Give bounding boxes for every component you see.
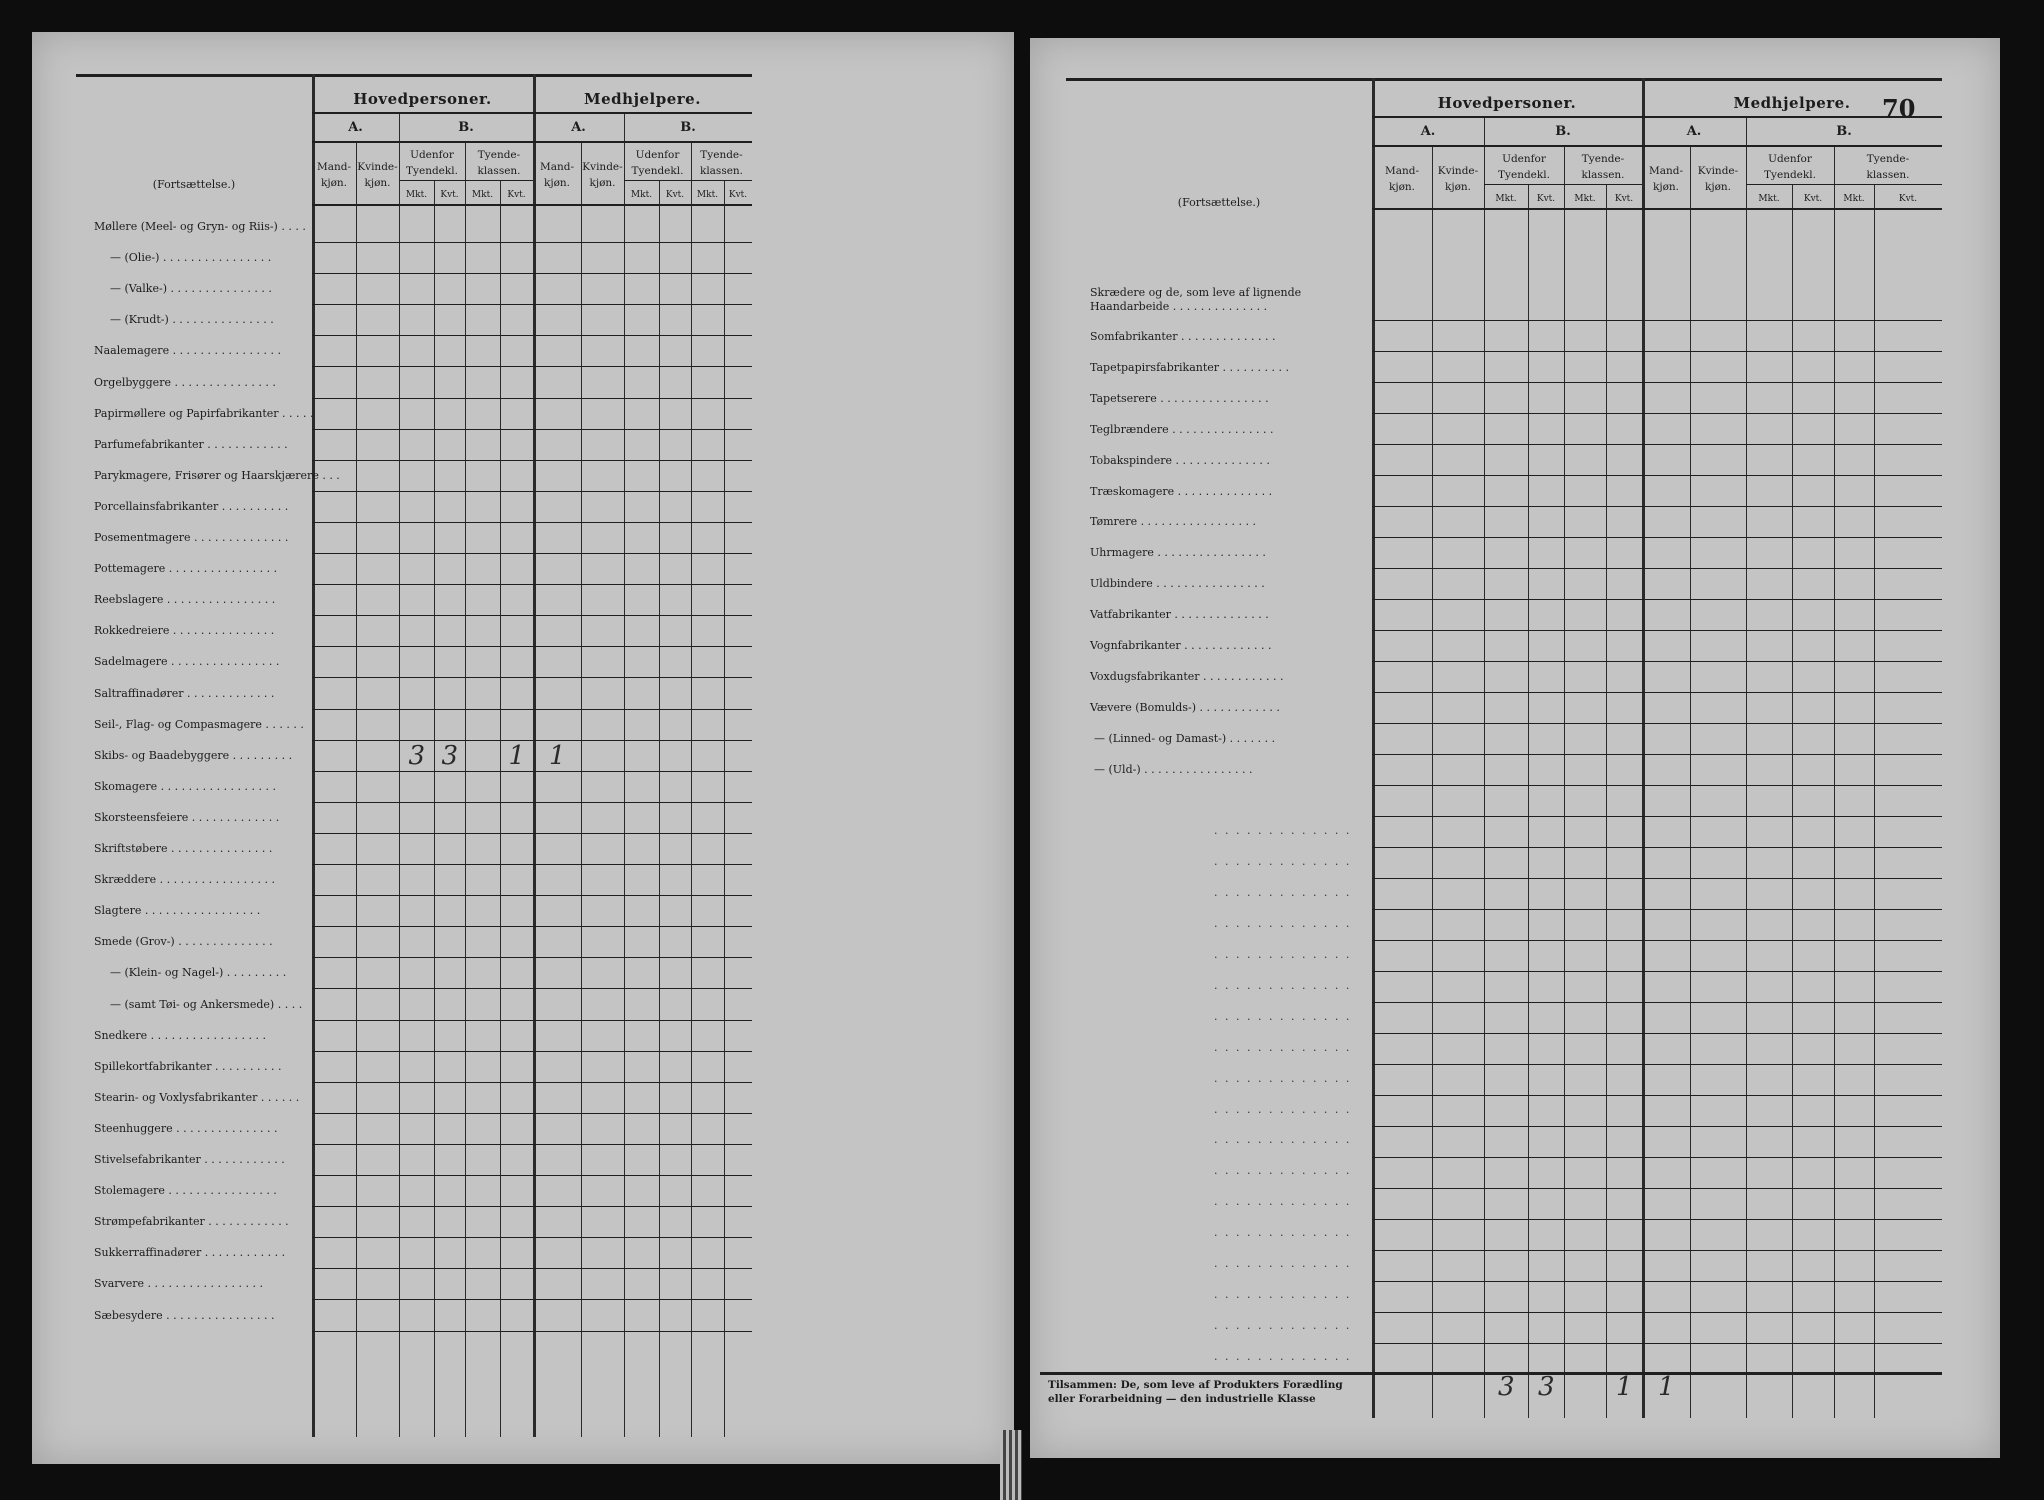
row-label-occupation: Porcellainsfabrikanter . . . . . . . . . . xyxy=(94,499,289,513)
table-row-rule xyxy=(1372,909,1942,910)
header-top-rule xyxy=(76,74,752,77)
blank-row-leader: . . . . . . . . . . . . . xyxy=(1214,1287,1352,1301)
table-row-rule xyxy=(1372,971,1942,972)
col-header-kvt: Kvt. xyxy=(507,190,526,200)
table-row-rule xyxy=(312,957,752,958)
row-label-occupation: Vævere (Bomulds-) . . . . . . . . . . . . xyxy=(1090,700,1280,714)
handwritten-count: 3 xyxy=(408,740,426,771)
col-header-mand: Mand- kjøn. xyxy=(1648,165,1684,193)
table-row-rule xyxy=(312,366,752,367)
table-row-rule xyxy=(1372,413,1942,414)
row-label-occupation: Steenhuggere . . . . . . . . . . . . . . . xyxy=(94,1121,278,1135)
table-row-rule xyxy=(312,740,752,741)
subcolumn-rule xyxy=(1484,184,1642,185)
col-header-mkt: Mkt. xyxy=(1843,194,1865,204)
table-column-line xyxy=(399,112,400,1437)
row-label-occupation: Orgelbyggere . . . . . . . . . . . . . . . xyxy=(94,375,276,389)
row-label-occupation: Tapetserere . . . . . . . . . . . . . . . . xyxy=(1090,391,1269,405)
col-header-kvinde: Kvinde- kjøn. xyxy=(1437,165,1479,193)
sub-header-a: A. xyxy=(348,120,363,135)
table-column-line xyxy=(1874,184,1875,1418)
col-header-mkt: Mkt. xyxy=(1758,194,1780,204)
table-row-rule xyxy=(1372,506,1942,507)
blank-row-leader: . . . . . . . . . . . . . xyxy=(1214,948,1352,961)
header-bottom-rule xyxy=(1372,208,1942,210)
col-header-tyende: Tyende- klassen. xyxy=(1581,153,1625,181)
handwritten-count: 1 xyxy=(508,740,526,771)
table-row-rule xyxy=(1372,1126,1942,1127)
table-row-rule xyxy=(1372,1095,1942,1096)
table-column-line xyxy=(1564,145,1565,1418)
table-row-rule xyxy=(312,646,752,647)
table-row-rule xyxy=(1372,537,1942,538)
table-row-rule xyxy=(312,988,752,989)
col-header-kvinde: Kvinde- kjøn. xyxy=(582,161,623,189)
row-label-occupation: Slagtere . . . . . . . . . . . . . . . . . xyxy=(94,904,261,918)
row-label-occupation: Møllere (Meel- og Gryn- og Riis-) . . . . xyxy=(94,220,306,233)
table-row-rule xyxy=(1372,754,1942,755)
table-row-rule xyxy=(1372,1064,1942,1065)
table-column-line xyxy=(724,180,725,1437)
group-header-medhjelpere: Medhjelpere. xyxy=(1733,94,1851,112)
col-header-kvt: Kvt. xyxy=(440,190,459,200)
col-header-mkt: Mkt. xyxy=(1574,194,1596,204)
row-label-occupation: Uhrmagere . . . . . . . . . . . . . . . . xyxy=(1090,546,1266,560)
handwritten-count: 1 xyxy=(549,740,566,771)
table-row-rule xyxy=(1372,351,1942,352)
row-label-occupation: Skorsteensfeiere . . . . . . . . . . . . . xyxy=(94,810,280,824)
table-column-line xyxy=(1606,184,1607,1418)
table-row-rule xyxy=(312,1144,752,1145)
table-row-rule xyxy=(312,1268,752,1269)
sub-header-a: A. xyxy=(1686,124,1702,139)
table-row-rule xyxy=(312,460,752,461)
row-label-occupation: Skrædere og de, som leve af lignende Haandarbeide . . . . . . . . . . . . . . xyxy=(1090,286,1302,313)
col-header-tyende: Tyende- klassen. xyxy=(477,149,521,177)
row-label-occupation: Parfumefabrikanter . . . . . . . . . . . . xyxy=(94,437,288,451)
table-row-rule xyxy=(312,491,752,492)
table-row-rule xyxy=(312,802,752,803)
blank-row-leader: . . . . . . . . . . . . . xyxy=(1214,1009,1352,1023)
blank-row-leader: . . . . . . . . . . . . . xyxy=(1214,886,1352,900)
row-label-occupation: Pottemagere . . . . . . . . . . . . . . . . xyxy=(94,562,278,576)
col-header-tyende: Tyende- klassen. xyxy=(1866,153,1910,181)
col-header-mkt: Mkt. xyxy=(696,190,719,200)
sub-header-a: A. xyxy=(1420,124,1436,139)
right-page xyxy=(1030,38,2000,1458)
row-label-occupation: Voxdugsfabrikanter . . . . . . . . . . . . xyxy=(1090,669,1284,683)
table-row-rule xyxy=(312,1051,752,1052)
blank-row-leader: . . . . . . . . . . . . . xyxy=(1214,1164,1352,1178)
total-label: Tilsammen: De, som leve af Produkters Forædling eller Forarbeidning — den industrielle Klasse xyxy=(1048,1379,1343,1405)
sub-header-b: B. xyxy=(680,120,696,135)
row-label-occupation: Posementmagere . . . . . . . . . . . . . . xyxy=(94,531,289,544)
blank-row-leader: . . . . . . . . . . . . . xyxy=(1214,917,1352,931)
row-label-occupation: — (samt Tøi- og Ankersmede) . . . . xyxy=(110,997,303,1011)
col-header-kvt: Kvt. xyxy=(1614,194,1634,204)
col-header-mand: Mand- kjøn. xyxy=(1384,165,1420,193)
sub-header-a: A. xyxy=(571,120,586,135)
table-row-rule xyxy=(312,304,752,305)
table-column-line xyxy=(312,74,315,1437)
header-top-rule xyxy=(1066,78,1942,81)
total-count: 1 xyxy=(1658,1372,1675,1402)
table-row-rule xyxy=(312,1237,752,1238)
table-row-rule xyxy=(1372,816,1942,817)
total-count: 3 xyxy=(1498,1372,1515,1402)
row-label-occupation: Snedkere . . . . . . . . . . . . . . . . . xyxy=(94,1028,266,1042)
table-row-rule xyxy=(312,429,752,430)
sub-header-b: B. xyxy=(458,120,474,135)
table-row-rule xyxy=(312,1299,752,1300)
table-column-line xyxy=(434,180,435,1437)
row-label-occupation: Stearin- og Voxlysfabrikanter . . . . . . xyxy=(94,1090,300,1104)
table-row-rule xyxy=(312,895,752,896)
table-column-line xyxy=(1792,184,1793,1418)
table-row-rule xyxy=(1372,1343,1942,1344)
blank-row-leader: . . . . . . . . . . . . . xyxy=(1214,855,1352,869)
col-header-kvt: Kvt. xyxy=(1536,194,1556,204)
table-column-line xyxy=(1834,145,1835,1418)
table-row-rule xyxy=(312,1113,752,1114)
table-column-line xyxy=(533,74,536,1437)
col-header-udenfor: Udenfor Tyendekl. xyxy=(406,149,458,177)
row-label-occupation: Reebslagere . . . . . . . . . . . . . . . . xyxy=(94,593,276,607)
blank-row-leader: . . . . . . . . . . . . . xyxy=(1214,1226,1352,1240)
table-row-rule xyxy=(312,709,752,710)
col-header-kvinde: Kvinde- kjøn. xyxy=(357,161,398,189)
handwritten-count: 3 xyxy=(441,740,459,771)
table-column-line xyxy=(1372,78,1375,1418)
table-column-line xyxy=(1528,184,1529,1418)
blank-row-leader: . . . . . . . . . . . . . xyxy=(1214,1102,1352,1116)
row-label-occupation: — (Olie-) . . . . . . . . . . . . . . . . xyxy=(110,251,272,265)
col-header-mand: Mand- kjøn. xyxy=(539,161,575,189)
table-row-rule xyxy=(1372,723,1942,724)
table-row-rule xyxy=(1372,475,1942,476)
col-header-udenfor: Udenfor Tyendekl. xyxy=(1764,153,1816,181)
row-label-occupation: Smede (Grov-) . . . . . . . . . . . . . . xyxy=(94,935,273,949)
row-label-occupation: Rokkedreiere . . . . . . . . . . . . . . . xyxy=(94,624,275,638)
table-column-line xyxy=(1484,116,1485,1418)
table-row-rule xyxy=(1372,1033,1942,1034)
sub-header-rule xyxy=(1372,145,1942,147)
row-label-occupation: Svarvere . . . . . . . . . . . . . . . . . xyxy=(94,1277,263,1291)
table-row-rule xyxy=(312,1331,752,1332)
row-label-occupation: — (Krudt-) . . . . . . . . . . . . . . . xyxy=(110,313,274,327)
table-column-line xyxy=(624,112,625,1437)
row-label-occupation: Tapetpapirsfabrikanter . . . . . . . . . . xyxy=(1090,360,1289,374)
row-label-occupation: Sukkerraffinadører . . . . . . . . . . . . xyxy=(94,1246,286,1260)
total-count: 3 xyxy=(1538,1372,1555,1402)
table-row-rule xyxy=(1372,1219,1942,1220)
table-row-rule xyxy=(312,398,752,399)
table-row-rule xyxy=(312,1082,752,1083)
table-row-rule xyxy=(1372,661,1942,662)
table-row-rule xyxy=(312,1175,752,1176)
col-header-mand: Mand- kjøn. xyxy=(316,161,352,189)
table-column-line xyxy=(1642,78,1645,1418)
table-column-line xyxy=(1746,116,1747,1418)
row-label-occupation: Teglbrændere . . . . . . . . . . . . . . . xyxy=(1090,422,1274,436)
row-label-occupation: — (Uld-) . . . . . . . . . . . . . . . . xyxy=(1094,762,1253,776)
blank-row-leader: . . . . . . . . . . . . . xyxy=(1214,1071,1352,1085)
table-row-rule xyxy=(312,677,752,678)
row-label-occupation: — (Linned- og Damast-) . . . . . . . xyxy=(1094,731,1276,745)
blank-row-leader: . . . . . . . . . . . . . xyxy=(1214,1349,1352,1363)
table-row-rule xyxy=(312,553,752,554)
col-header-kvinde: Kvinde- kjøn. xyxy=(1697,165,1739,193)
table-row-rule xyxy=(1372,940,1942,941)
col-header-udenfor: Udenfor Tyendekl. xyxy=(1498,153,1550,181)
blank-row-leader: . . . . . . . . . . . . . xyxy=(1214,824,1352,838)
table-row-rule xyxy=(312,864,752,865)
sub-header-b: B. xyxy=(1555,124,1571,139)
row-label-occupation: Somfabrikanter . . . . . . . . . . . . . . xyxy=(1090,330,1276,343)
table-row-rule xyxy=(1372,1281,1942,1282)
table-row-rule xyxy=(1372,599,1942,600)
table-row-rule xyxy=(312,833,752,834)
table-row-rule xyxy=(1372,444,1942,445)
table-row-rule xyxy=(1372,320,1942,321)
header-bottom-rule xyxy=(312,204,752,206)
col-header-kvt: Kvt. xyxy=(1898,194,1918,204)
blank-row-leader: . . . . . . . . . . . . . xyxy=(1214,1133,1352,1147)
table-row-rule xyxy=(1372,1312,1942,1313)
continuation-label: (Fortsættelse.) xyxy=(1177,196,1261,209)
col-header-mkt: Mkt. xyxy=(1495,194,1517,204)
blank-row-leader: . . . . . . . . . . . . . xyxy=(1214,1040,1352,1054)
table-row-rule xyxy=(312,584,752,585)
table-row-rule xyxy=(1372,785,1942,786)
table-row-rule xyxy=(1372,1002,1942,1003)
row-label-occupation: Vognfabrikanter . . . . . . . . . . . . . xyxy=(1090,639,1272,652)
row-label-occupation: Træskomagere . . . . . . . . . . . . . . xyxy=(1090,484,1273,498)
table-row-rule xyxy=(1372,1250,1942,1251)
table-row-rule xyxy=(312,771,752,772)
row-label-occupation: Vatfabrikanter . . . . . . . . . . . . . . xyxy=(1090,608,1269,622)
table-row-rule xyxy=(1372,1157,1942,1158)
page-number: 70 xyxy=(1882,94,1916,123)
book-spine xyxy=(1000,1430,1022,1500)
row-label-occupation: Skriftstøbere . . . . . . . . . . . . . . . xyxy=(94,842,273,855)
left-page xyxy=(32,32,1014,1464)
col-header-mkt: Mkt. xyxy=(471,190,494,200)
table-row-rule xyxy=(1372,568,1942,569)
blank-row-leader: . . . . . . . . . . . . . xyxy=(1214,1195,1352,1209)
blank-row-leader: . . . . . . . . . . . . . xyxy=(1214,1318,1352,1332)
table-row-rule xyxy=(312,926,752,927)
sub-header-rule xyxy=(312,141,752,143)
row-label-occupation: Skomagere . . . . . . . . . . . . . . . . . xyxy=(94,779,277,793)
subcolumn-rule xyxy=(1746,184,1942,185)
group-header-medhjelpere: Medhjelpere. xyxy=(584,90,701,108)
row-label-occupation: Sadelmagere . . . . . . . . . . . . . . . . xyxy=(94,655,280,669)
col-header-tyende: Tyende- klassen. xyxy=(699,149,744,177)
table-column-line xyxy=(659,180,660,1437)
row-label-occupation: Naalemagere . . . . . . . . . . . . . . . . xyxy=(94,344,281,358)
group-header-rule xyxy=(1372,116,1942,118)
col-header-mkt: Mkt. xyxy=(405,190,428,200)
table-row-rule xyxy=(1372,878,1942,879)
row-label-occupation: Skræddere . . . . . . . . . . . . . . . . . xyxy=(94,873,276,887)
subcolumn-rule xyxy=(399,180,533,181)
row-label-occupation: — (Klein- og Nagel-) . . . . . . . . . xyxy=(110,966,287,980)
col-header-kvt: Kvt. xyxy=(1803,194,1823,204)
table-row-rule xyxy=(312,1206,752,1207)
row-label-occupation: Skibs- og Baadebyggere . . . . . . . . . xyxy=(94,748,293,762)
continuation-label: (Fortsættelse.) xyxy=(152,178,236,191)
blank-row-leader: . . . . . . . . . . . . . xyxy=(1214,978,1352,992)
total-row-rule xyxy=(1040,1372,1942,1375)
col-header-udenfor: Udenfor Tyendekl. xyxy=(631,149,684,177)
table-row-rule xyxy=(312,242,752,243)
table-column-line xyxy=(1690,145,1691,1418)
subcolumn-rule xyxy=(624,180,752,181)
table-row-rule xyxy=(1372,847,1942,848)
col-header-kvt: Kvt. xyxy=(665,190,685,200)
blank-row-leader: . . . . . . . . . . . . . xyxy=(1214,1257,1352,1270)
group-header-hovedpersoner: Hovedpersoner. xyxy=(353,90,492,108)
row-label-occupation: Stolemagere . . . . . . . . . . . . . . . . xyxy=(94,1184,277,1198)
row-label-occupation: Tømrere . . . . . . . . . . . . . . . . . xyxy=(1090,515,1256,529)
row-label-occupation: — (Valke-) . . . . . . . . . . . . . . . xyxy=(110,282,272,296)
row-label-occupation: Strømpefabrikanter . . . . . . . . . . . . xyxy=(94,1215,289,1229)
table-column-line xyxy=(1432,145,1433,1418)
col-header-mkt: Mkt. xyxy=(630,190,653,200)
table-row-rule xyxy=(312,615,752,616)
table-row-rule xyxy=(1372,1188,1942,1189)
table-column-line xyxy=(500,180,501,1437)
table-row-rule xyxy=(1372,692,1942,693)
table-row-rule xyxy=(312,1020,752,1021)
row-label-occupation: Uldbindere . . . . . . . . . . . . . . . . xyxy=(1090,577,1265,591)
table-row-rule xyxy=(312,335,752,336)
group-header-hovedpersoner: Hovedpersoner. xyxy=(1437,94,1577,112)
table-row-rule xyxy=(1372,630,1942,631)
row-label-occupation: Saltraffinadører . . . . . . . . . . . . . xyxy=(94,686,275,700)
row-label-occupation: Spillekortfabrikanter . . . . . . . . . . xyxy=(94,1059,282,1073)
total-count: 1 xyxy=(1616,1372,1633,1402)
col-header-kvt: Kvt. xyxy=(728,190,748,200)
row-label-occupation: Seil-, Flag- og Compasmagere . . . . . . xyxy=(94,717,304,731)
table-row-rule xyxy=(312,522,752,523)
table-row-rule xyxy=(1372,382,1942,383)
row-label-occupation: Stivelsefabrikanter . . . . . . . . . . . . xyxy=(94,1153,285,1166)
row-label-occupation: Papirmøllere og Papirfabrikanter . . . . . xyxy=(94,406,314,420)
group-header-rule xyxy=(312,112,752,114)
row-label-occupation: Parykmagere, Frisører og Haarskjærere . . . xyxy=(94,468,340,482)
sub-header-b: B. xyxy=(1836,124,1852,139)
row-label-occupation: Tobakspindere . . . . . . . . . . . . . . xyxy=(1090,453,1270,467)
table-row-rule xyxy=(312,273,752,274)
row-label-occupation: Sæbesydere . . . . . . . . . . . . . . . . xyxy=(94,1308,275,1322)
